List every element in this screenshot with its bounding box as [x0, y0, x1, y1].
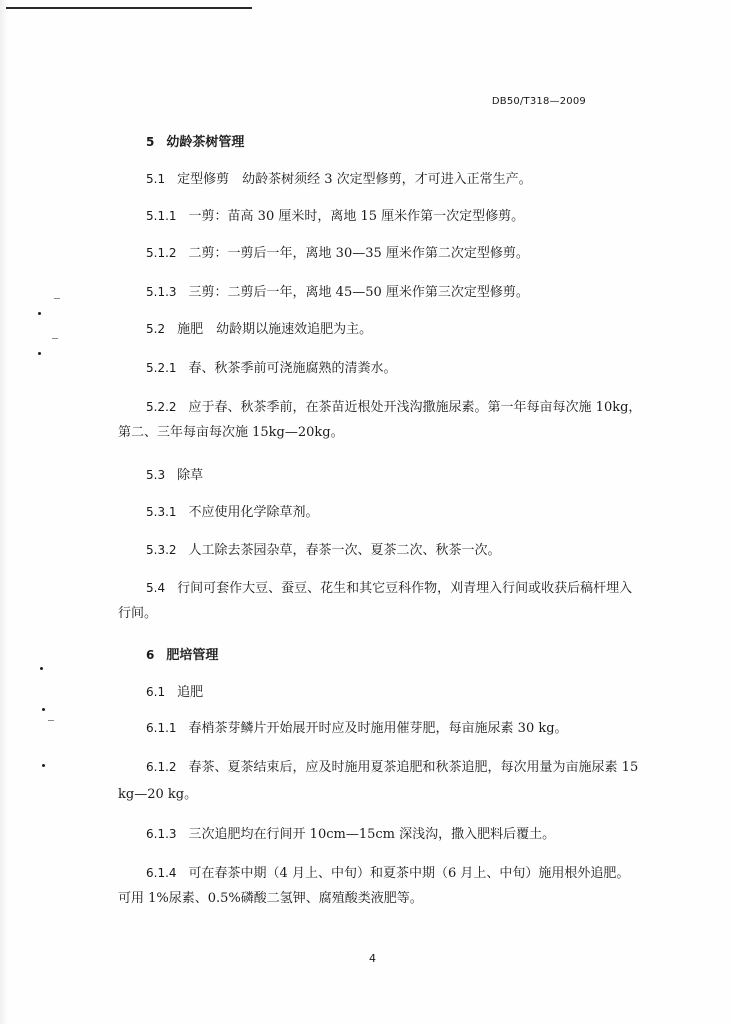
scan-mark — [52, 338, 58, 339]
clause-text: kg—20 kg。 — [118, 787, 198, 802]
clause-number: 5.3 — [146, 468, 166, 482]
clause-line — [146, 541, 501, 560]
document-code: DB50/T318—2009 — [491, 96, 586, 107]
clause-text: 追肥 — [177, 685, 204, 700]
clause-text: 可在春茶中期（4 月上、中旬）和夏茶中期（6 月上、中旬）施用根外追肥。 — [188, 866, 630, 881]
scan-speck — [40, 667, 43, 670]
clause-line — [146, 133, 244, 152]
clause-text: 人工除去茶园杂草，春茶一次、夏茶二次、秋茶一次。 — [188, 543, 501, 558]
clause-text: 第二、三年每亩每次施 15kg—20kg。 — [118, 425, 344, 440]
clause-number: 5.1.3 — [146, 285, 177, 299]
clause-text: 幼龄茶树管理 — [166, 135, 245, 150]
clause-number: 6.1.3 — [146, 827, 177, 841]
clause-line — [146, 244, 529, 263]
paragraph-continuation — [118, 890, 423, 908]
clause-number: 6.1.4 — [146, 866, 177, 880]
clause-line — [146, 170, 532, 189]
clause-line — [146, 503, 319, 522]
clause-number: 5.4 — [146, 581, 166, 595]
clause-line — [146, 466, 203, 485]
clause-number: 5.1.1 — [146, 209, 177, 223]
clause-text: 施肥 幼龄期以施速效追肥为主。 — [177, 322, 373, 337]
clause-text: 应于春、秋茶季前，在茶苗近根处开浅沟撒施尿素。第一年每亩每次施 10kg， — [188, 400, 642, 415]
clause-text: 除草 — [177, 468, 204, 483]
clause-text: 可用 1%尿素、0.5%磷酸二氢钾、腐殖酸类液肥等。 — [118, 891, 423, 906]
header-rule — [6, 7, 252, 9]
clause-text: 行间可套作大豆、蚕豆、花生和其它豆科作物，刈青埋入行间或收获后稿杆埋入 — [177, 581, 633, 596]
clause-line — [146, 283, 529, 302]
scan-speck — [38, 312, 41, 315]
page-number: 4 — [369, 952, 376, 965]
clause-number: 6.1.1 — [146, 721, 177, 735]
clause-line — [146, 758, 638, 777]
clause-line — [146, 320, 372, 339]
clause-text: 三次追肥均在行间开 10cm—15cm 深浅沟，撒入肥料后覆土。 — [188, 827, 556, 842]
clause-number: 5.2 — [146, 322, 166, 336]
clause-line — [146, 864, 629, 883]
clause-number: 6 — [146, 648, 155, 662]
clause-line — [146, 398, 641, 417]
clause-number: 6.1 — [146, 685, 166, 699]
clause-number: 5.1 — [146, 172, 166, 186]
clause-text: 一剪：苗高 30 厘米时，离地 15 厘米作第一次定型修剪。 — [188, 209, 525, 224]
scan-speck — [38, 352, 41, 355]
clause-text: 二剪：一剪后一年，离地 30—35 厘米作第二次定型修剪。 — [188, 246, 529, 261]
clause-line — [146, 719, 568, 738]
scan-speck — [42, 708, 45, 711]
clause-line — [146, 207, 524, 226]
clause-text: 定型修剪 幼龄茶树须经 3 次定型修剪，才可进入正常生产。 — [177, 172, 532, 187]
clause-text: 春、秋茶季前可浇施腐熟的清粪水。 — [188, 361, 397, 376]
clause-number: 5.2.1 — [146, 361, 177, 375]
clause-number: 6.1.2 — [146, 760, 177, 774]
paragraph-continuation — [118, 424, 344, 442]
clause-number: 5.1.2 — [146, 246, 177, 260]
scan-edge — [0, 0, 8, 1024]
clause-text: 春茶、夏茶结束后，应及时施用夏茶追肥和秋茶追肥，每次用量为亩施尿素 15 — [188, 760, 639, 775]
clause-line — [146, 359, 397, 378]
clause-line — [146, 646, 218, 665]
paragraph-continuation — [118, 605, 157, 623]
clause-line — [146, 579, 632, 598]
clause-text: 不应使用化学除草剂。 — [188, 505, 319, 520]
clause-line — [146, 825, 555, 844]
clause-line — [146, 683, 203, 702]
clause-text: 行间。 — [118, 606, 158, 621]
clause-text: 三剪：二剪后一年，离地 45—50 厘米作第三次定型修剪。 — [188, 285, 529, 300]
clause-number: 5.3.1 — [146, 505, 177, 519]
scan-mark — [48, 720, 54, 721]
clause-number: 5.3.2 — [146, 543, 177, 557]
paragraph-continuation — [118, 786, 197, 804]
clause-number: 5.2.2 — [146, 400, 177, 414]
clause-text: 春梢茶芽鳞片开始展开时应及时施用催芽肥，每亩施尿素 30 kg。 — [188, 721, 568, 736]
clause-text: 肥培管理 — [166, 648, 219, 663]
scan-mark — [54, 298, 60, 299]
clause-number: 5 — [146, 135, 155, 149]
scan-speck — [42, 764, 45, 767]
